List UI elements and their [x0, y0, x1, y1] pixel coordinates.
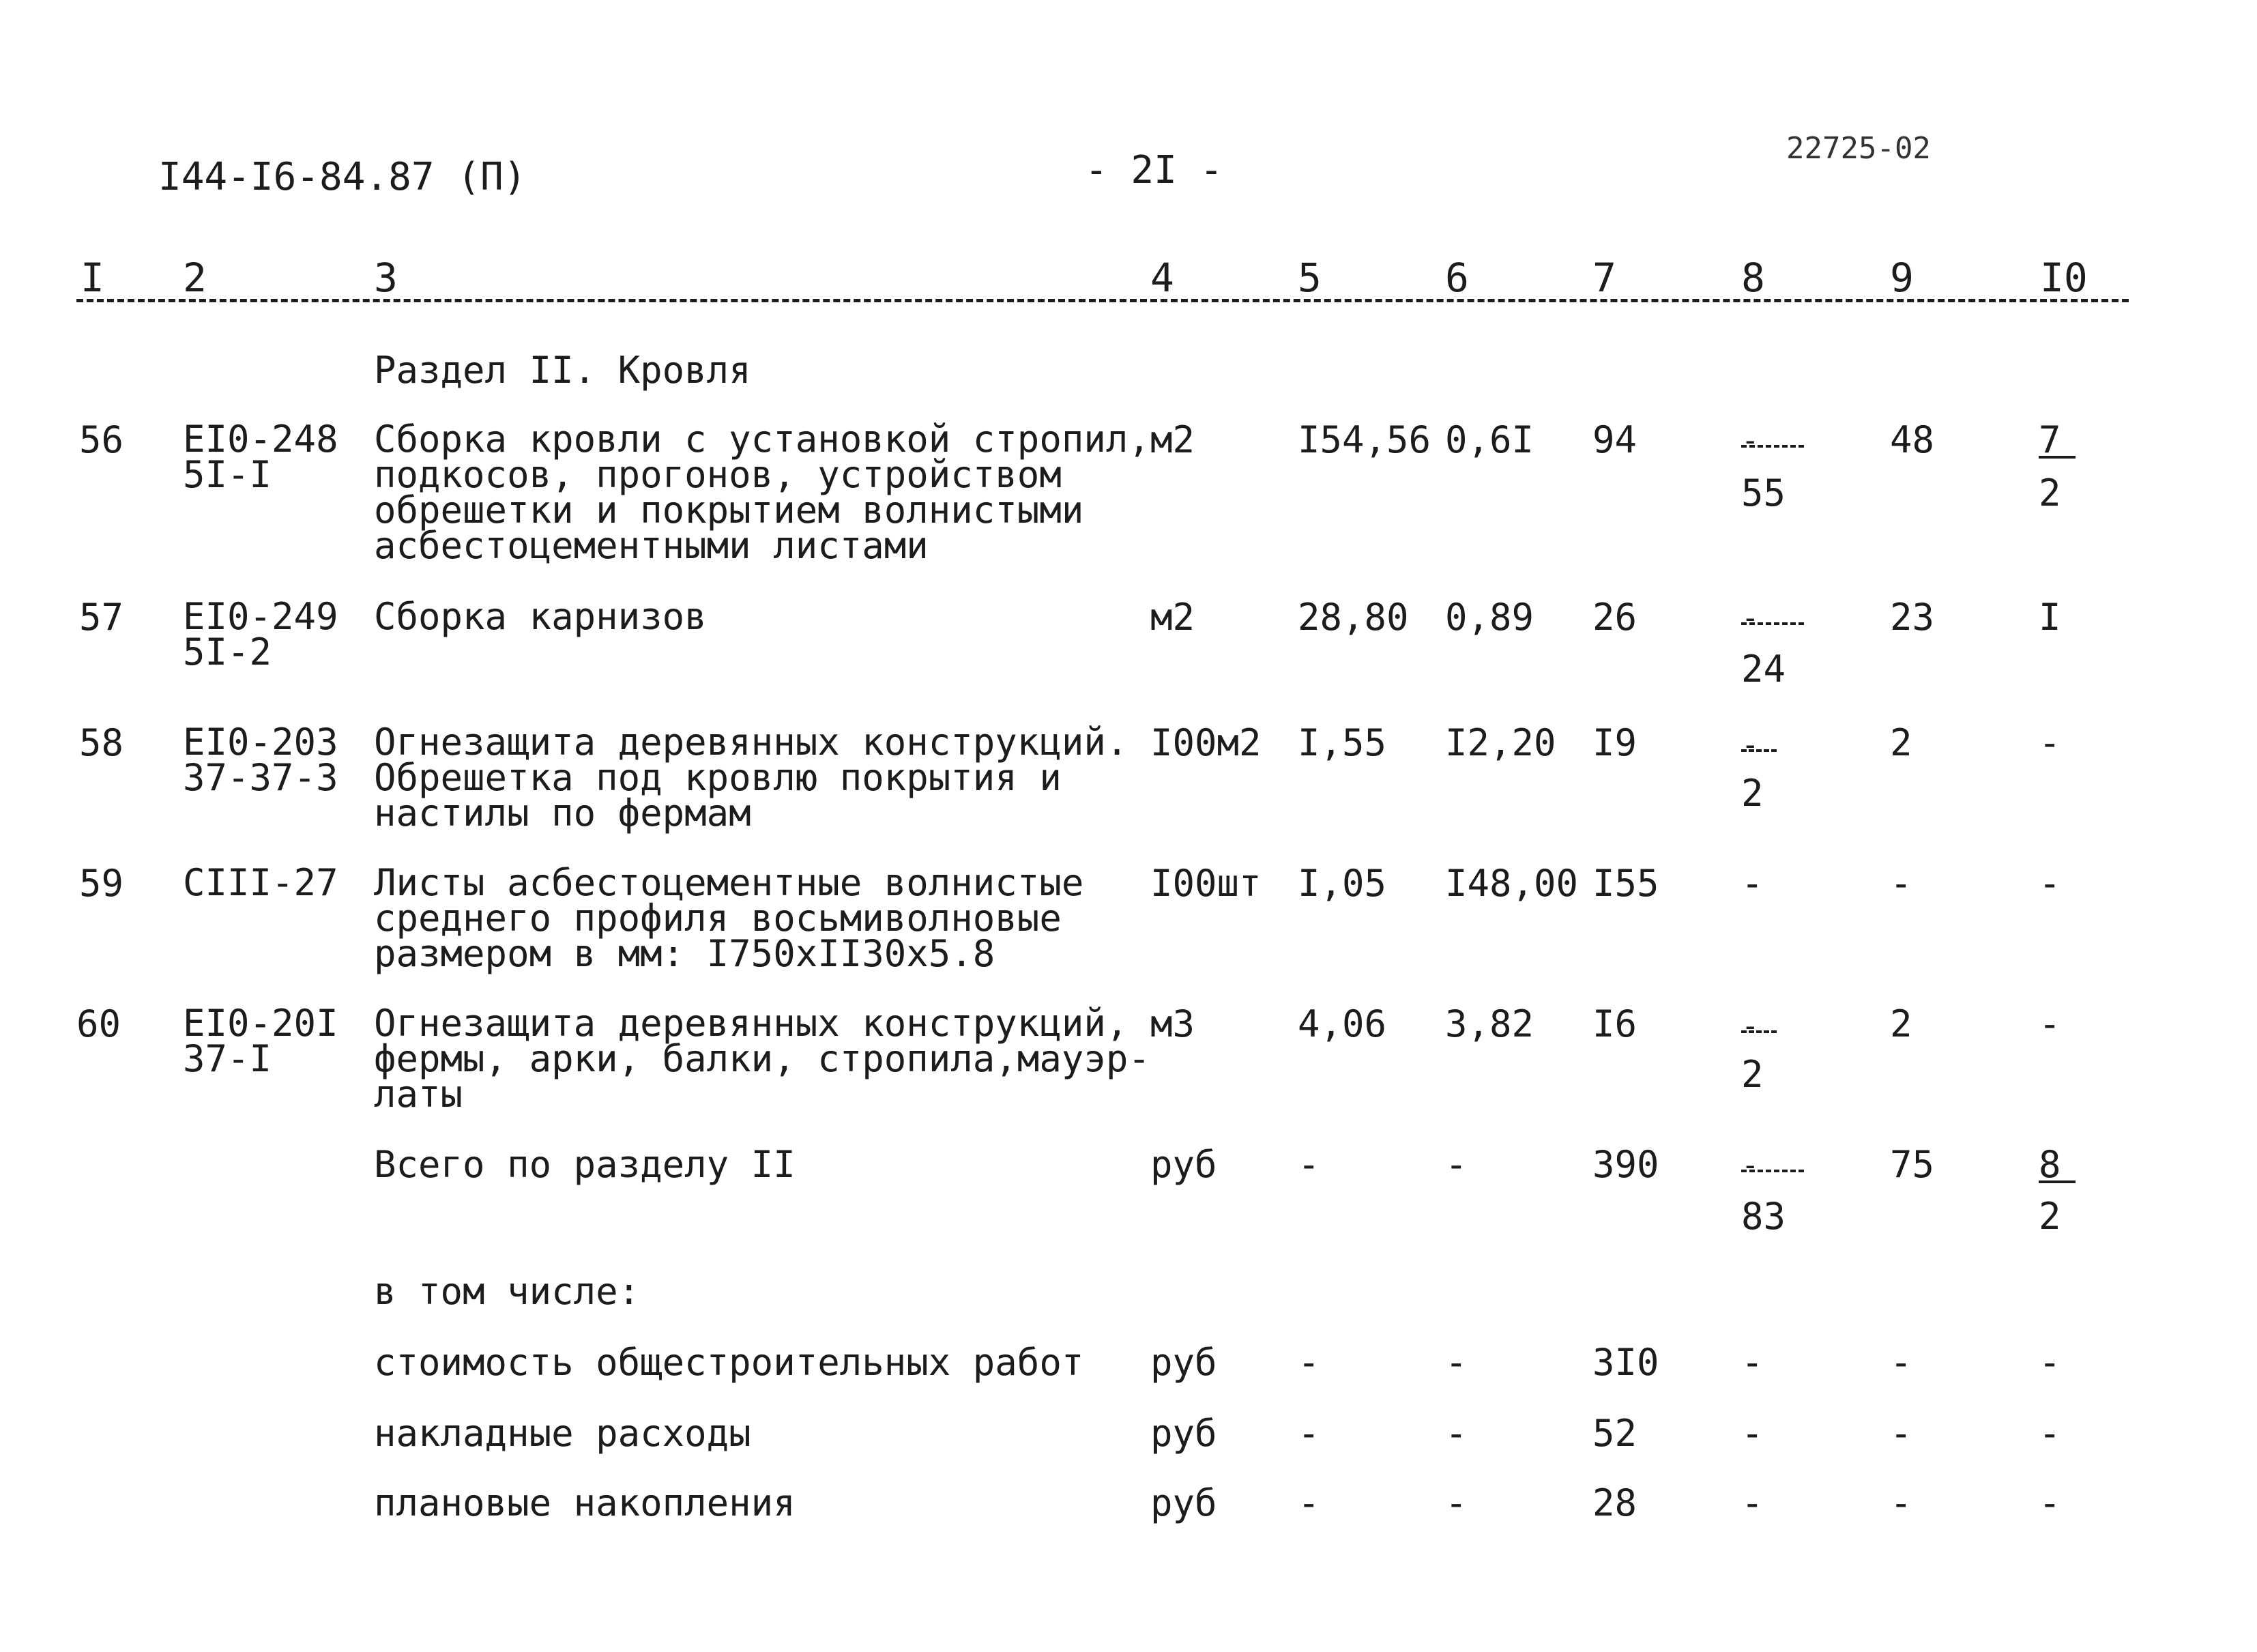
total-cost: 390 [1592, 1143, 1659, 1186]
unit-cost: - [1445, 1412, 1468, 1455]
col9-value: - [1890, 862, 1912, 905]
unit-cost: 0,89 [1445, 596, 1534, 639]
unit: м2 [1150, 596, 1195, 639]
unit-cost: - [1445, 1481, 1468, 1524]
archive-stamp: 22725-02 [1786, 131, 1931, 166]
total-cost: 28 [1592, 1481, 1637, 1524]
work-description: Огнезащита деревянных конструкций. Обрешетка под кровлю покрытия и настилы по фермам [374, 721, 1128, 835]
document-code: I44-I6-84.87 (П) [158, 155, 527, 199]
col10-value: - [2039, 1341, 2061, 1384]
col8-bottom: 2 [1741, 772, 1764, 815]
col9-value: 23 [1890, 596, 1935, 639]
quantity: I54,56 [1298, 418, 1431, 461]
work-description: Сборка кровли с установкой стропил, подкосов, прогонов, устройством обрешетки и покрытием волнистыми асбестоцементными листами [374, 418, 1150, 567]
unit-cost: 0,6I [1445, 418, 1534, 461]
column-number: 9 [1890, 255, 1914, 301]
row-number: 59 [79, 862, 124, 905]
total-cost: I9 [1592, 721, 1637, 764]
work-description: Огнезащита деревянных конструкций, фермы, арки, балки, стропила,мауэр- латы [374, 1002, 1150, 1116]
quantity: - [1298, 1143, 1320, 1186]
subtotal-label: накладные расходы [374, 1412, 751, 1455]
col8-value: - [1741, 1412, 1764, 1455]
total-cost: 3I0 [1592, 1341, 1659, 1384]
col9-value: - [1890, 1481, 1912, 1524]
col8-top: - [1741, 727, 1760, 762]
col10-bottom: 2 [2039, 1195, 2061, 1238]
col8-bottom: 55 [1741, 472, 1786, 515]
rate-code: EI0-249 5I-2 [183, 595, 338, 673]
section-title: Раздел II. Кровля [374, 349, 751, 392]
col9-value: 2 [1890, 721, 1912, 764]
total-cost: 94 [1592, 418, 1637, 461]
unit-cost: - [1445, 1143, 1468, 1186]
col10-value: - [2039, 1481, 2061, 1524]
including-label: в том числе: [374, 1270, 641, 1313]
col9-value: 75 [1890, 1143, 1935, 1186]
column-number: 5 [1298, 255, 1322, 301]
col10-value: - [2039, 721, 2061, 764]
unit-cost: I48,00 [1445, 862, 1579, 905]
col8-top: - [1741, 600, 1760, 635]
col8-top: - [1741, 1148, 1760, 1183]
column-number: 2 [183, 255, 207, 301]
col9-value: 2 [1890, 1002, 1912, 1045]
col8-value: - [1741, 1341, 1764, 1384]
unit: руб [1150, 1143, 1217, 1186]
column-number: 8 [1741, 255, 1765, 301]
unit: руб [1150, 1412, 1217, 1455]
subtotal-label: плановые накопления [374, 1481, 796, 1524]
col8-top: - [1741, 423, 1760, 458]
quantity: 28,80 [1298, 596, 1409, 639]
col10-value: I [2039, 596, 2061, 639]
unit-cost: I2,20 [1445, 721, 1556, 764]
quantity: I,55 [1298, 721, 1387, 764]
quantity: 4,06 [1298, 1002, 1387, 1045]
col8-value: - [1741, 862, 1764, 905]
col10-value: - [2039, 862, 2061, 905]
total-cost: 26 [1592, 596, 1637, 639]
fraction-rule [1741, 445, 1804, 448]
unit-cost: - [1445, 1341, 1468, 1384]
col9-value: - [1890, 1341, 1912, 1384]
quantity: I,05 [1298, 862, 1387, 905]
col10-top: 8 [2039, 1143, 2061, 1186]
rate-code: EI0-248 5I-I [183, 418, 338, 496]
row-number: 56 [79, 418, 124, 461]
unit: м3 [1150, 1002, 1195, 1045]
rate-code: EI0-203 37-37-3 [183, 721, 338, 799]
row-number: 58 [79, 721, 124, 764]
unit-cost: 3,82 [1445, 1002, 1534, 1045]
quantity: - [1298, 1481, 1320, 1524]
col8-bottom: 83 [1741, 1195, 1786, 1238]
col10-value: - [2039, 1412, 2061, 1455]
col10-top: 7 [2039, 418, 2061, 461]
total-cost: 52 [1592, 1412, 1637, 1455]
col10-value: - [2039, 1002, 2061, 1045]
col8-top: - [1741, 1009, 1760, 1043]
quantity: - [1298, 1341, 1320, 1384]
unit: I00шт [1150, 862, 1262, 905]
column-number: I [81, 255, 104, 301]
total-cost: I55 [1592, 862, 1659, 905]
unit: руб [1150, 1481, 1217, 1524]
fraction-rule [2039, 1180, 2076, 1183]
fraction-rule [1741, 622, 1804, 625]
unit: руб [1150, 1341, 1217, 1384]
row-number: 57 [79, 596, 124, 639]
work-description: Листы асбестоцементные волнистые среднего профиля восьмиволновые размером в мм: I750xII30x5.8 [374, 861, 1084, 975]
total-cost: I6 [1592, 1002, 1637, 1045]
header-dashed-rule [76, 299, 2129, 302]
col10-bottom: 2 [2039, 472, 2061, 515]
col8-bottom: 24 [1741, 648, 1786, 691]
quantity: - [1298, 1412, 1320, 1455]
column-number: 3 [374, 255, 398, 301]
col8-bottom: 2 [1741, 1053, 1764, 1096]
column-number: I0 [2040, 255, 2088, 301]
row-number: 60 [76, 1002, 121, 1045]
column-number: 6 [1445, 255, 1469, 301]
page-number: - 2I - [1085, 148, 1223, 192]
total-label: Всего по разделу II [374, 1143, 796, 1186]
column-number: 7 [1592, 255, 1616, 301]
rate-code: EI0-20I 37-I [183, 1002, 338, 1080]
fraction-rule [2039, 456, 2076, 459]
col9-value: - [1890, 1412, 1912, 1455]
rate-code: CIII-27 [183, 861, 338, 904]
fraction-rule [1741, 1030, 1777, 1033]
work-description: Сборка карнизов [374, 595, 707, 638]
fraction-rule [1741, 1170, 1804, 1172]
unit: м2 [1150, 418, 1195, 461]
subtotal-label: стоимость общестроительных работ [374, 1341, 1084, 1384]
column-number: 4 [1150, 255, 1174, 301]
unit: I00м2 [1150, 721, 1262, 764]
fraction-rule [1741, 749, 1777, 752]
col8-value: - [1741, 1481, 1764, 1524]
col9-value: 48 [1890, 418, 1935, 461]
